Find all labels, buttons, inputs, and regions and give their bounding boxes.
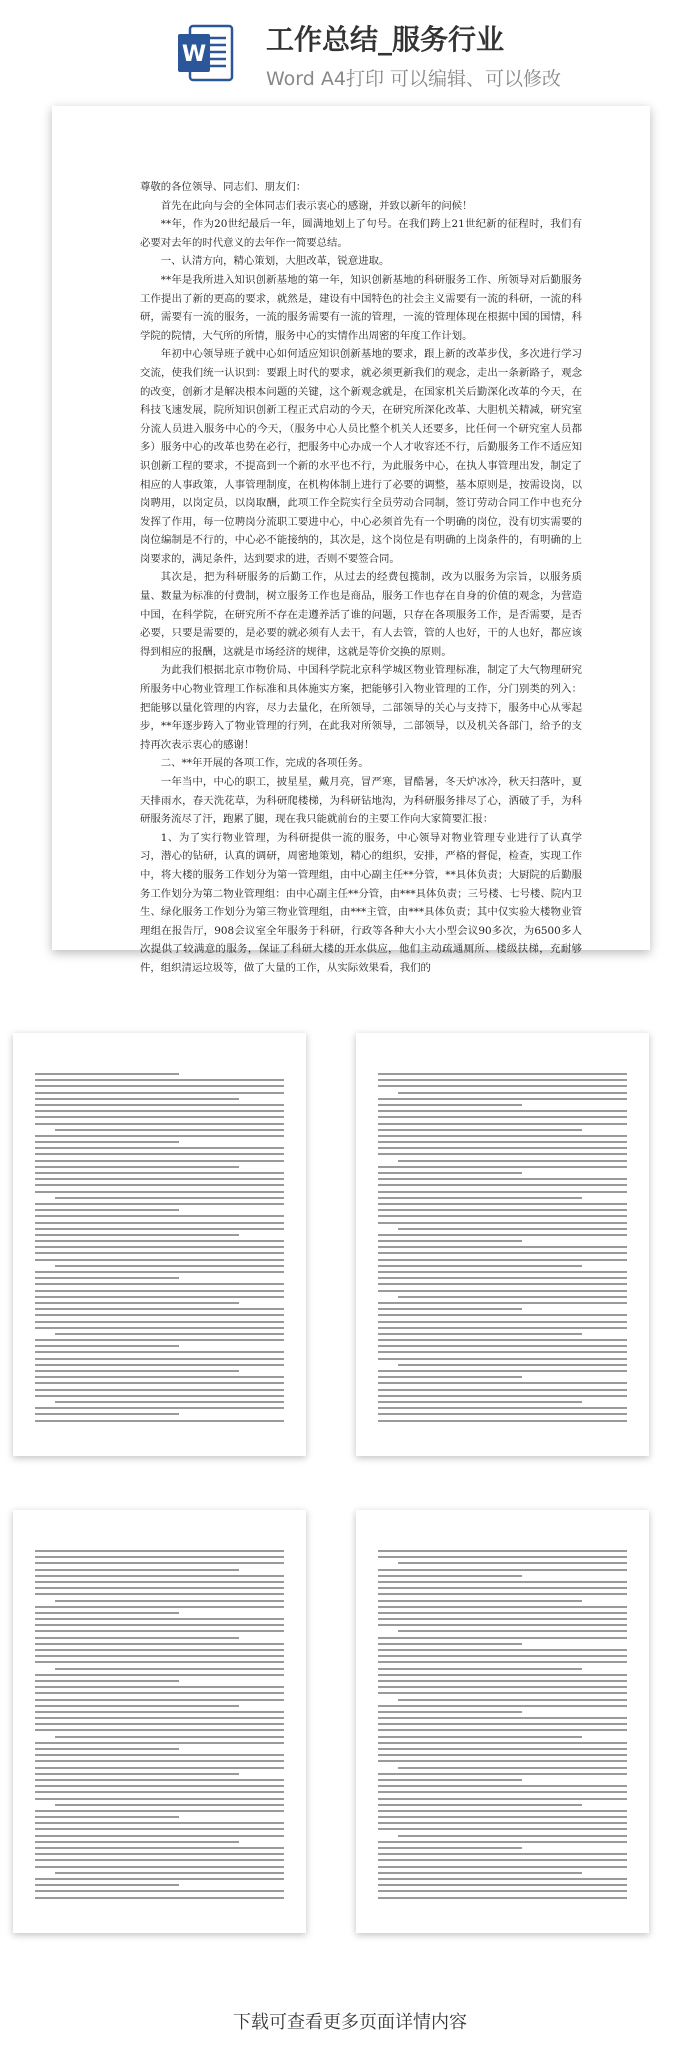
- thumbnail-text-line: [378, 1116, 627, 1118]
- thumbnail-text-line: [55, 1265, 284, 1267]
- thumbnail-text-line: [35, 1550, 284, 1552]
- word-icon: [176, 22, 234, 84]
- word-icon-letter: W: [181, 42, 207, 67]
- thumbnail-text-line: [55, 1804, 284, 1806]
- thumbnail-text-line: [35, 1835, 284, 1837]
- doc-paragraph: 为此我们根据北京市物价局、中国科学院北京科学城区物业管理标准，制定了大气物理研究所服务中心物业管理工作标准和具体施实方案，把能够引入物业管理的工作，分门别类的列入：把能够以量化管理的内容，尽力去量化，在所领导，二部领导的关心与支持下，服务中心从零起步，**年逐步跨入了物业管理的行列，在此我对所领导，二部领导，以及机关各部门，给予的支持再次表示衷心的感谢！: [140, 664, 582, 751]
- thumbnail-text-line: [35, 1358, 284, 1360]
- thumbnail-text-line: [378, 1705, 627, 1707]
- thumbnail-text-line: [35, 1209, 179, 1211]
- thumbnail-text-line: [378, 1085, 627, 1087]
- thumbnail-text-line: [35, 1717, 284, 1719]
- thumbnail-text-line: [35, 1674, 284, 1676]
- thumbnail-text-line: [378, 1147, 627, 1149]
- thumbnail-text-line: [378, 1123, 627, 1125]
- thumbnail-text-line: [35, 1699, 284, 1701]
- thumbnail-text-line: [378, 1655, 627, 1657]
- thumbnail-text-line: [35, 1760, 284, 1762]
- thumbnail-text-line: [35, 1290, 284, 1292]
- thumbnail-text-line: [35, 1785, 284, 1787]
- thumbnail-text-line: [35, 1853, 284, 1855]
- thumbnail-text-line: [378, 1624, 627, 1626]
- thumbnail-text-line: [35, 1283, 284, 1285]
- thumbnail-text-line: [35, 1351, 284, 1353]
- thumbnail-text-line: [35, 1686, 284, 1688]
- thumbnail-text-line: [378, 1382, 627, 1384]
- doc-paragraph: 年初中心领导班子就中心如何适应知识创新基地的要求，跟上新的改革步伐，多次进行学习交流，使我们统一认识到：要跟上时代的要求，就必须更新我们的观念，走出一条新路子，观念的改变，创新才是解决根本问题的关键，这个新观念就是，在国家机关后勤深化改革的今天，在科技飞速发展，院所知识创新工程正式启动的今天，在研究所深化改革、大胆机关精减，研究室分流人员进入服务中心的今天，（服务中心人员比整个机关人还要多，比任何一个研究室人员都多）服务中心的改革也势在必行，把服务中心办成一个人才收容还不行，后勤服务工作不适应知识创新工程的要求，不提高到一个新的水平也不行，为此服务中心，在执人事管理出发，制定了相应的人事政策，人事管理制度，在机构体制上进行了必要的调整，基本原则是，按需设岗，以岗聘用，以岗定员，以岗取酬，此项工作全院实行全员劳动合同制，签订劳动合同工作中也充分发挥了作用，每一位聘岗分流职工要进中心，中心必须首先有一个明确的岗位，没有切实需要的岗位编制是不行的，中心必不能接纳的，其次是，这个岗位是有明确的上岗条件的，有明确的上岗要求的，满足条件，达到要求的进，否则不要签合同。: [140, 348, 582, 565]
- page-thumbnail-3[interactable]: [13, 1510, 306, 1933]
- thumbnail-text-line: [398, 1699, 627, 1701]
- doc-paragraph: 其次是，把为科研服务的后勤工作，从过去的经费包揽制，改为以服务为宗旨，以服务质量、数量为标准的付费制，树立服务工作也是商品，服务工作也存在自身的价值的观念，为营造中国，在科学院，在研究所不存在走遵养活了谁的问题，只存在各项服务工作，是否需要，是否必要，只要是需要的，是必要的就必须有人去干，有人去管，管的人也好，干的人也好，都应该得到相应的报酬，这就是市场经济的规律，这就是等价交换的原则。: [140, 571, 582, 658]
- thumbnail-text-line: [378, 1135, 627, 1137]
- thumbnail-text-line: [35, 1092, 284, 1094]
- thumbnail-text-line: [378, 1420, 627, 1422]
- thumbnail-text-line: [378, 1760, 627, 1762]
- thumbnail-text-line: [35, 1624, 284, 1626]
- thumbnail-text-line: [35, 1779, 284, 1781]
- thumbnail-text-line: [378, 1810, 627, 1812]
- thumbnail-text-line: [378, 1872, 582, 1874]
- thumbnail-text-line: [35, 1073, 179, 1075]
- thumbnail-text-line: [35, 1556, 284, 1558]
- thumbnail-text-line: [398, 1092, 627, 1094]
- thumbnail-text-line: [378, 1321, 627, 1323]
- thumbnail-text-line: [35, 1413, 179, 1415]
- page-title: 工作总结_服务行业: [266, 23, 505, 56]
- doc-paragraph: **年是我所进入知识创新基地的第一年，知识创新基地的科研服务工作、所领导对后勤服务工作提出了新的更高的要求，就然是，建设有中国特色的社会主义需要有一流的科研，一流的科研，需要有一流的服务，一流的服务需要有一流的管理，一流的管理体现在根据中国的国情，科学院的院情，大气所的所情，服务中心的实情作出周密的年度工作计划。: [140, 273, 582, 342]
- thumbnail-text-line: [35, 1147, 284, 1149]
- thumbnail-text-line: [55, 1129, 284, 1131]
- thumbnail-text-line: [35, 1655, 284, 1657]
- thumbnail-text-line: [35, 1259, 284, 1261]
- download-more-link[interactable]: 下载可查看更多页面详情内容: [233, 2012, 467, 2033]
- thumbnail-text-line: [378, 1370, 627, 1372]
- thumbnail-text-line: [378, 1407, 627, 1409]
- thumbnail-text-line: [35, 1166, 239, 1168]
- thumbnail-text-line: [378, 1593, 627, 1595]
- thumbnail-text-line: [35, 1277, 179, 1279]
- thumbnail-text-line: [398, 1562, 627, 1564]
- thumbnail-text-line: [378, 1395, 627, 1397]
- thumbnail-text-line: [35, 1141, 179, 1143]
- thumbnail-text-line: [35, 1767, 284, 1769]
- thumbnail-text-line: [55, 1872, 284, 1874]
- thumbnail-text-line: [35, 1649, 284, 1651]
- thumbnail-text-line: [378, 1234, 627, 1236]
- thumbnail-text-line: [35, 1302, 239, 1304]
- thumbnail-text-line: [35, 1884, 179, 1886]
- thumbnail-text-line: [378, 1674, 627, 1676]
- thumbnail-text-line: [35, 1878, 284, 1880]
- thumbnail-text-line: [35, 1178, 284, 1180]
- thumbnail-text-line: [378, 1345, 627, 1347]
- thumbnail-text-line: [35, 1240, 284, 1242]
- header: [0, 0, 700, 100]
- thumbnail-text-line: [378, 1351, 627, 1353]
- thumbnail-text-line: [35, 1897, 284, 1899]
- thumbnail-text-line: [35, 1618, 284, 1620]
- thumbnail-text-line: [378, 1575, 522, 1577]
- thumbnail-text-line: [35, 1184, 284, 1186]
- doc-paragraph: 尊敬的各位领导、同志们、朋友们：: [140, 181, 307, 193]
- thumbnail-text-line: [378, 1841, 627, 1843]
- thumbnail-text-line: [378, 1376, 522, 1378]
- thumbnail-text-line: [378, 1581, 627, 1583]
- thumbnail-text-line: [378, 1643, 522, 1645]
- thumbnail-text-line: [378, 1556, 627, 1558]
- thumbnail-text-line: [378, 1184, 627, 1186]
- thumbnail-text-line: [35, 1370, 239, 1372]
- thumbnail-text-line: [35, 1810, 284, 1812]
- thumbnail-text-line: [378, 1612, 627, 1614]
- thumbnail-text-line: [378, 1389, 627, 1391]
- thumbnail-text-lines: [378, 1073, 627, 1426]
- thumbnail-text-lines: [378, 1550, 627, 1903]
- thumbnail-text-line: [378, 1748, 627, 1750]
- thumbnail-text-line: [378, 1816, 627, 1818]
- thumbnail-text-lines: [35, 1550, 284, 1903]
- thumbnail-text-line: [35, 1172, 284, 1174]
- thumbnail-text-line: [378, 1222, 627, 1224]
- document-page-preview: [52, 106, 650, 974]
- thumbnail-text-line: [35, 1643, 284, 1645]
- thumbnail-text-line: [378, 1878, 627, 1880]
- doc-section-heading: 一、认清方向，精心策划，大胆改革，锐意进取。: [160, 255, 390, 268]
- thumbnail-text-line: [378, 1129, 582, 1131]
- thumbnail-text-line: [35, 1407, 284, 1409]
- thumbnail-text-line: [378, 1773, 627, 1775]
- thumbnail-text-line: [398, 1767, 627, 1769]
- thumbnail-text-line: [378, 1104, 522, 1106]
- thumbnail-text-line: [378, 1252, 627, 1254]
- thumbnail-text-line: [35, 1742, 284, 1744]
- thumbnail-text-line: [35, 1847, 284, 1849]
- thumbnail-text-line: [378, 1828, 627, 1830]
- thumbnail-text-line: [378, 1098, 627, 1100]
- thumbnail-text-line: [35, 1420, 284, 1422]
- thumbnail-text-line: [378, 1302, 627, 1304]
- thumbnail-text-line: [35, 1153, 284, 1155]
- thumbnail-text-line: [35, 1587, 284, 1589]
- document-body: [140, 178, 582, 978]
- thumbnail-text-line: [378, 1569, 627, 1571]
- thumbnail-text-line: [35, 1389, 284, 1391]
- thumbnail-text-line: [378, 1637, 627, 1639]
- doc-section-heading: 二、**年开展的各项工作，完成的各项任务。: [160, 757, 369, 770]
- thumbnail-text-line: [378, 1686, 627, 1688]
- thumbnail-text-line: [398, 1835, 627, 1837]
- thumbnail-text-line: [55, 1600, 284, 1602]
- thumbnail-text-line: [378, 1339, 627, 1341]
- thumbnail-text-line: [55, 1736, 284, 1738]
- thumbnail-text-line: [378, 1401, 582, 1403]
- thumbnail-text-line: [35, 1612, 179, 1614]
- thumbnail-text-line: [35, 1661, 284, 1663]
- thumbnail-text-line: [35, 1798, 284, 1800]
- thumbnail-text-line: [398, 1160, 627, 1162]
- thumbnail-text-line: [35, 1321, 284, 1323]
- thumbnail-text-line: [35, 1135, 284, 1137]
- thumbnail-text-line: [378, 1240, 522, 1242]
- thumbnail-text-line: [55, 1333, 284, 1335]
- thumbnail-text-line: [35, 1791, 284, 1793]
- thumbnail-text-line: [35, 1692, 284, 1694]
- thumbnail-text-line: [35, 1252, 284, 1254]
- thumbnail-text-line: [35, 1234, 239, 1236]
- doc-paragraph: 一年当中，中心的职工，披星星，戴月亮，冒严寒，冒酷暑，冬天炉冰冷，秋天扫落叶，夏天排雨水，春天洗花草，为科研爬楼梯，为科研钻地沟，为科研服务排尽了心，洒破了手，为科研服务流尽了汗，跑累了腿，现在我只能就前台的主要工作向大家简要汇报：: [140, 776, 582, 826]
- thumbnail-text-line: [378, 1153, 627, 1155]
- thumbnail-text-line: [378, 1259, 627, 1261]
- thumbnail-text-line: [378, 1890, 627, 1892]
- thumbnail-text-line: [35, 1575, 284, 1577]
- thumbnail-text-line: [35, 1345, 179, 1347]
- thumbnail-text-line: [378, 1804, 582, 1806]
- thumbnail-text-line: [378, 1079, 627, 1081]
- thumbnail-text-line: [55, 1668, 284, 1670]
- thumbnail-text-line: [378, 1692, 627, 1694]
- thumbnail-text-line: [378, 1587, 627, 1589]
- thumbnail-text-line: [35, 1327, 284, 1329]
- thumbnail-text-line: [378, 1866, 627, 1868]
- thumbnail-text-line: [55, 1197, 284, 1199]
- thumbnail-text-line: [35, 1364, 284, 1366]
- thumbnail-text-line: [35, 1841, 239, 1843]
- thumbnail-text-line: [35, 1705, 239, 1707]
- thumbnail-text-line: [35, 1116, 284, 1118]
- thumbnail-text-line: [378, 1884, 627, 1886]
- thumbnail-text-line: [35, 1748, 179, 1750]
- thumbnail-text-line: [378, 1178, 627, 1180]
- thumbnail-text-line: [35, 1395, 284, 1397]
- thumbnail-text-line: [378, 1847, 522, 1849]
- thumbnail-text-line: [35, 1191, 284, 1193]
- thumbnail-text-line: [378, 1668, 582, 1670]
- thumbnail-text-line: [378, 1327, 627, 1329]
- thumbnail-text-line: [378, 1333, 582, 1335]
- thumbnail-text-line: [378, 1209, 627, 1211]
- doc-paragraph: 1、为了实行物业管理，为科研提供一流的服务，中心领导对物业管理专业进行了认真学习，潜心的钻研，认真的调研，周密地策划，精心的组织，安排，严格的督促，检查，实现工作中，将大楼的服务工作划分为第一管理组，由中心副主任**分管，**具体负责；大厨院的后勤服务工作划分为第二物业管理组：由中心副主任**分管，由***具体负责；三号楼、七号楼、院内卫生、绿化服务工作划分为第三物业管理组，由***主管，由***具体负责；其中仅实验大楼物业管理组在报告厅，908会议室全年服务于科研，行政等各种大小大小型会议90多次，为6500多人次提供了较满意的服务，保证了科研大楼的开水供应，他们主动疏通厕所、楼级扶梯，充耐够件，组织清运垃圾等，做了大量的工作，从实际效果看，我们的: [140, 831, 582, 974]
- thumbnail-text-line: [378, 1729, 627, 1731]
- thumbnail-text-line: [378, 1798, 627, 1800]
- thumbnail-text-line: [378, 1203, 627, 1205]
- thumbnail-text-line: [35, 1723, 284, 1725]
- thumbnail-text-line: [378, 1191, 627, 1193]
- thumbnail-text-line: [378, 1742, 627, 1744]
- page-subtitle: Word A4打印 可以编辑、可以修改: [266, 68, 562, 90]
- thumbnail-text-line: [378, 1277, 627, 1279]
- thumbnail-text-line: [378, 1791, 627, 1793]
- page-thumbnail-1[interactable]: [13, 1033, 306, 1456]
- thumbnail-text-line: [378, 1413, 627, 1415]
- thumbnail-text-line: [35, 1308, 284, 1310]
- thumbnail-text-line: [378, 1358, 627, 1360]
- thumbnail-text-line: [35, 1271, 284, 1273]
- thumbnail-text-line: [35, 1637, 239, 1639]
- thumbnail-text-line: [378, 1736, 582, 1738]
- thumbnail-text-line: [35, 1246, 284, 1248]
- thumbnail-text-line: [35, 1215, 284, 1217]
- thumbnail-text-line: [35, 1890, 284, 1892]
- thumbnail-text-line: [35, 1222, 284, 1224]
- thumbnail-text-line: [378, 1110, 627, 1112]
- thumbnail-text-line: [35, 1228, 284, 1230]
- thumbnail-text-line: [378, 1822, 627, 1824]
- thumbnail-text-line: [398, 1630, 627, 1632]
- thumbnail-text-line: [378, 1661, 627, 1663]
- thumbnail-text-line: [378, 1680, 627, 1682]
- thumbnail-text-line: [378, 1215, 627, 1217]
- thumbnail-text-line: [398, 1228, 627, 1230]
- thumbnail-text-line: [35, 1376, 284, 1378]
- thumbnail-text-line: [35, 1711, 284, 1713]
- thumbnail-text-line: [35, 1859, 284, 1861]
- thumbnail-text-line: [378, 1550, 627, 1552]
- thumbnail-text-line: [398, 1296, 627, 1298]
- thumbnail-text-line: [378, 1600, 582, 1602]
- thumbnail-text-line: [35, 1296, 284, 1298]
- thumbnail-text-line: [378, 1649, 627, 1651]
- thumbnail-text-line: [35, 1314, 284, 1316]
- thumbnail-text-line: [35, 1079, 284, 1081]
- thumbnail-text-line: [35, 1606, 284, 1608]
- thumbnail-text-line: [378, 1314, 627, 1316]
- thumbnail-text-line: [378, 1711, 522, 1713]
- thumbnail-text-line: [55, 1401, 284, 1403]
- thumbnail-text-line: [35, 1729, 284, 1731]
- thumbnail-text-line: [378, 1073, 627, 1075]
- thumbnail-text-line: [35, 1160, 284, 1162]
- page-thumbnail-2[interactable]: [356, 1033, 649, 1456]
- thumbnail-text-line: [35, 1866, 284, 1868]
- thumbnail-text-line: [35, 1593, 284, 1595]
- thumbnail-text-line: [35, 1816, 179, 1818]
- thumbnail-text-line: [378, 1853, 627, 1855]
- thumbnail-text-line: [398, 1364, 627, 1366]
- thumbnail-text-line: [378, 1618, 627, 1620]
- thumbnail-text-line: [378, 1717, 627, 1719]
- thumbnail-text-line: [35, 1828, 284, 1830]
- thumbnail-text-line: [35, 1680, 179, 1682]
- thumbnail-text-line: [35, 1382, 284, 1384]
- thumbnail-text-line: [35, 1773, 239, 1775]
- thumbnail-text-line: [35, 1203, 284, 1205]
- thumbnail-text-line: [378, 1283, 627, 1285]
- thumbnail-text-line: [35, 1581, 284, 1583]
- thumbnail-text-line: [35, 1339, 284, 1341]
- thumbnail-text-line: [378, 1779, 522, 1781]
- thumbnail-text-line: [378, 1197, 582, 1199]
- thumbnail-text-line: [378, 1859, 627, 1861]
- thumbnail-text-line: [378, 1785, 627, 1787]
- thumbnail-text-line: [35, 1123, 284, 1125]
- thumbnail-text-line: [35, 1098, 239, 1100]
- thumbnail-text-line: [378, 1271, 627, 1273]
- thumbnail-text-line: [35, 1630, 284, 1632]
- thumbnail-text-line: [35, 1104, 284, 1106]
- thumbnail-text-line: [378, 1754, 627, 1756]
- thumbnail-text-line: [35, 1754, 284, 1756]
- thumbnail-text-line: [35, 1822, 284, 1824]
- thumbnail-text-line: [378, 1246, 627, 1248]
- thumbnail-text-line: [378, 1308, 522, 1310]
- thumbnail-text-line: [378, 1290, 627, 1292]
- thumbnail-text-line: [378, 1723, 627, 1725]
- thumbnail-text-line: [378, 1606, 627, 1608]
- thumbnail-text-line: [378, 1897, 627, 1899]
- thumbnail-text-line: [35, 1085, 284, 1087]
- doc-paragraph: **年，作为20世纪最后一年，圆满地划上了句号。在我们跨上21世纪新的征程时，我们有必要对去年的时代意义的去年作一简要总结。: [140, 218, 582, 249]
- thumbnail-text-line: [35, 1569, 239, 1571]
- thumbnail-text-line: [35, 1110, 284, 1112]
- thumbnail-text-lines: [35, 1073, 284, 1426]
- thumbnail-text-line: [378, 1172, 522, 1174]
- thumbnail-text-line: [378, 1166, 627, 1168]
- thumbnail-text-line: [378, 1141, 627, 1143]
- thumbnail-text-line: [378, 1265, 582, 1267]
- page-thumbnail-4[interactable]: [356, 1510, 649, 1933]
- thumbnail-text-line: [35, 1562, 284, 1564]
- doc-paragraph: 首先在此向与会的全体同志们表示衷心的感谢，并致以新年的问候！: [160, 199, 473, 212]
